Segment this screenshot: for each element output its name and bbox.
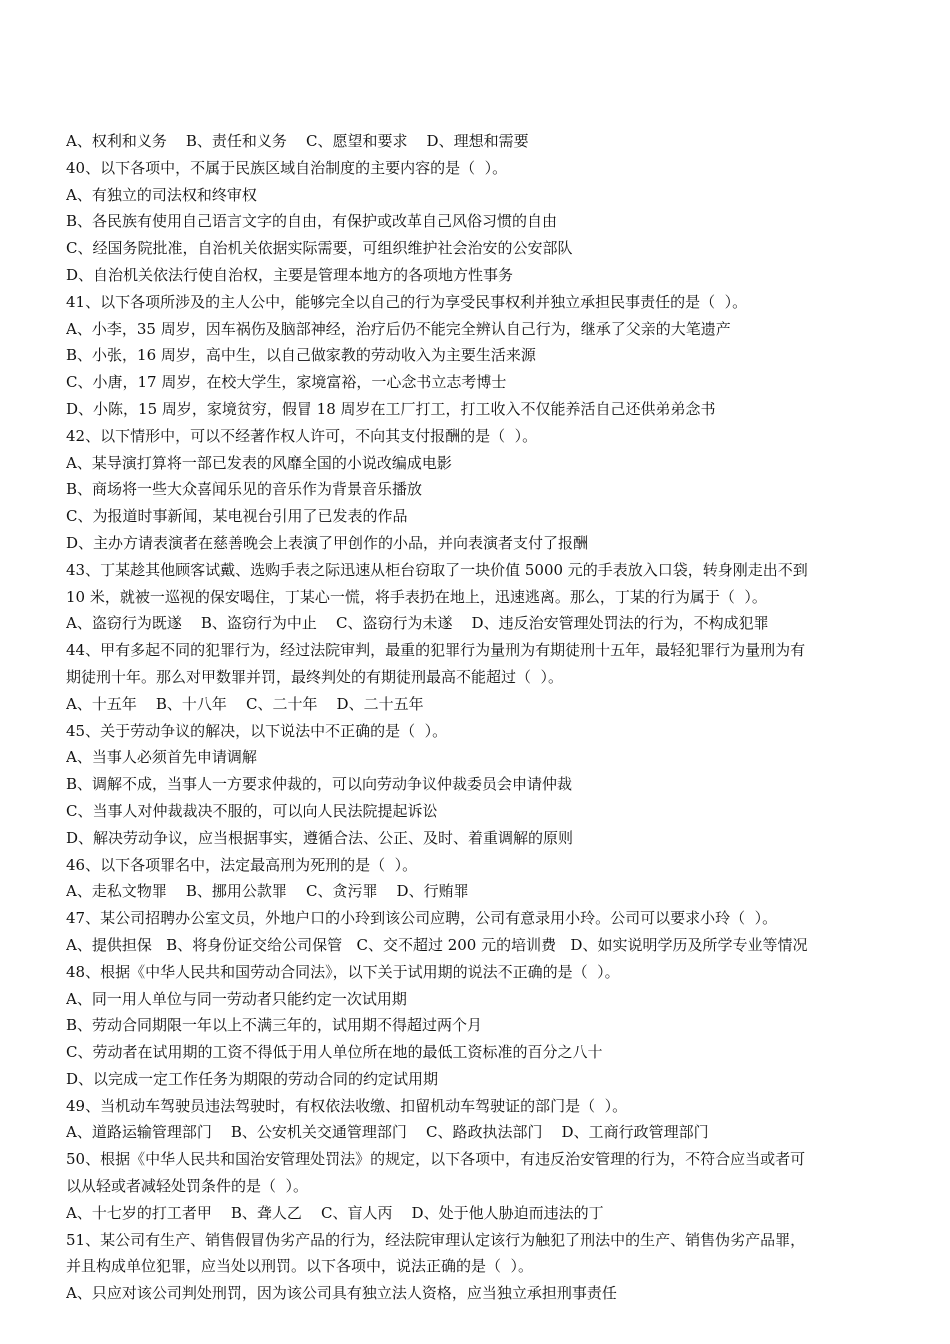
option-42-c: C、为报道时事新闻，某电视台引用了已发表的作品 — [66, 507, 408, 526]
option-41-a: A、小李，35 周岁，因车祸伤及脑部神经，治疗后仍不能完全辨认自己行为，继承了父亲的大笔遗产 — [66, 319, 731, 338]
option-40-d: D、自治机关依法行使自治权，主要是管理本地方的各项地方性事务 — [66, 265, 514, 284]
question-46: 46、以下各项罪名中，法定最高刑为死刑的是（ ）。 — [66, 855, 418, 874]
exam-page — [66, 128, 890, 1307]
question-43-line-1: 43、丁某趁其他顾客试戴、选购手表之际迅速从柜台窃取了一块价值 5000 元的手表放入口袋，转身刚走出不到 — [66, 560, 808, 579]
option-40-b: B、各民族有使用自己语言文字的自由，有保护或改革自己风俗习惯的自由 — [66, 212, 558, 231]
question-45: 45、关于劳动争议的解决，以下说法中不正确的是（ ）。 — [66, 721, 448, 740]
options-q44: A、十五年 B、十八年 C、二十年 D、二十五年 — [66, 694, 424, 713]
option-41-c: C、小唐，17 周岁，在校大学生，家境富裕，一心念书立志考博士 — [66, 373, 507, 392]
option-41-d: D、小陈，15 周岁，家境贫穷，假冒 18 周岁在工厂打工，打工收入不仅能养活自己还供弟弟念书 — [66, 399, 716, 418]
options-q49: A、道路运输管理部门 B、公安机关交通管理部门 C、路政执法部门 D、工商行政管理部门 — [66, 1123, 709, 1142]
question-50-line-2: 以从轻或者减轻处罚条件的是（ ）。 — [66, 1177, 309, 1196]
options-q47: A、提供担保 B、将身份证交给公司保管 C、交不超过 200 元的培训费 D、如实说明学历及所学专业等情况 — [66, 935, 808, 954]
question-41: 41、以下各项所涉及的主人公中，能够完全以自己的行为享受民事权利并独立承担民事责任的是（ ）。 — [66, 292, 748, 311]
question-44-line-1: 44、甲有多起不同的犯罪行为，经过法院审判，最重的犯罪行为量刑为有期徒刑十五年，最轻犯罪行为量刑为有 — [66, 641, 806, 660]
option-45-b: B、调解不成，当事人一方要求仲裁的，可以向劳动争议仲裁委员会申请仲裁 — [66, 775, 573, 794]
option-48-b: B、劳动合同期限一年以上不满三年的，试用期不得超过两个月 — [66, 1016, 483, 1035]
options-q46: A、走私文物罪 B、挪用公款罪 C、贪污罪 D、行贿罪 — [66, 882, 469, 901]
option-45-d: D、解决劳动争议，应当根据事实，遵循合法、公正、及时、着重调解的原则 — [66, 828, 574, 847]
question-48: 48、根据《中华人民共和国劳动合同法》，以下关于试用期的说法不正确的是（ ）。 — [66, 962, 620, 981]
question-40: 40、以下各项中，不属于民族区域自治制度的主要内容的是（ ）。 — [66, 158, 508, 177]
options-q43: A、盗窃行为既遂 B、盗窃行为中止 C、盗窃行为未遂 D、违反治安管理处罚法的行为，不构成犯罪 — [66, 614, 769, 633]
question-49: 49、当机动车驾驶员违法驾驶时，有权依法收缴、扣留机动车驾驶证的部门是（ ）。 — [66, 1096, 628, 1115]
option-48-c: C、劳动者在试用期的工资不得低于用人单位所在地的最低工资标准的百分之八十 — [66, 1043, 603, 1062]
question-47: 47、某公司招聘办公室文员，外地户口的小玲到该公司应聘，公司有意录用小玲。公司可以要求小玲（ ）。 — [66, 909, 778, 928]
option-42-b: B、商场将一些大众喜闻乐见的音乐作为背景音乐播放 — [66, 480, 423, 499]
option-48-a: A、同一用人单位与同一劳动者只能约定一次试用期 — [66, 989, 407, 1008]
question-42: 42、以下情形中，可以不经著作权人许可，不向其支付报酬的是（ ）。 — [66, 426, 538, 445]
option-42-d: D、主办方请表演者在慈善晚会上表演了甲创作的小品，并向表演者支付了报酬 — [66, 533, 589, 552]
question-44-line-2: 期徒刑十年。那么对甲数罪并罚，最终判处的有期徒刑最高不能超过（ ）。 — [66, 667, 564, 686]
option-42-a: A、某导演打算将一部已发表的风靡全国的小说改编成电影 — [66, 453, 452, 472]
option-41-b: B、小张，16 周岁，高中生，以自己做家教的劳动收入为主要生活来源 — [66, 346, 536, 365]
options-q39: A、权利和义务 B、责任和义务 C、愿望和要求 D、理想和需要 — [66, 132, 529, 150]
option-40-a: A、有独立的司法权和终审权 — [66, 185, 257, 204]
option-40-c: C、经国务院批准，自治机关依据实际需要，可组织维护社会治安的公安部队 — [66, 239, 573, 258]
option-45-a: A、当事人必须首先申请调解 — [66, 748, 257, 767]
question-51-line-2: 并且构成单位犯罪，应当处以刑罚。以下各项中，说法正确的是（ ）。 — [66, 1257, 534, 1276]
option-45-c: C、当事人对仲裁裁决不服的，可以向人民法院提起诉讼 — [66, 801, 438, 820]
option-48-d: D、以完成一定工作任务为期限的劳动合同的约定试用期 — [66, 1069, 439, 1088]
question-50-line-1: 50、根据《中华人民共和国治安管理处罚法》的规定，以下各项中，有违反治安管理的行为，不符合应当或者可 — [66, 1150, 806, 1169]
options-q50: A、十七岁的打工者甲 B、聋人乙 C、盲人丙 D、处于他人胁迫而违法的丁 — [66, 1203, 604, 1222]
question-51-line-1: 51、某公司有生产、销售假冒伪劣产品的行为，经法院审理认定该行为触犯了刑法中的生产、销售伪劣产品罪， — [66, 1230, 806, 1249]
question-43-line-2: 10 米，就被一巡视的保安喝住，丁某心一慌，将手表扔在地上，迅速逃离。那么，丁某的行为属于（ ）。 — [66, 587, 767, 606]
option-51-a: A、只应对该公司判处刑罚，因为该公司具有独立法人资格，应当独立承担刑事责任 — [66, 1284, 617, 1303]
